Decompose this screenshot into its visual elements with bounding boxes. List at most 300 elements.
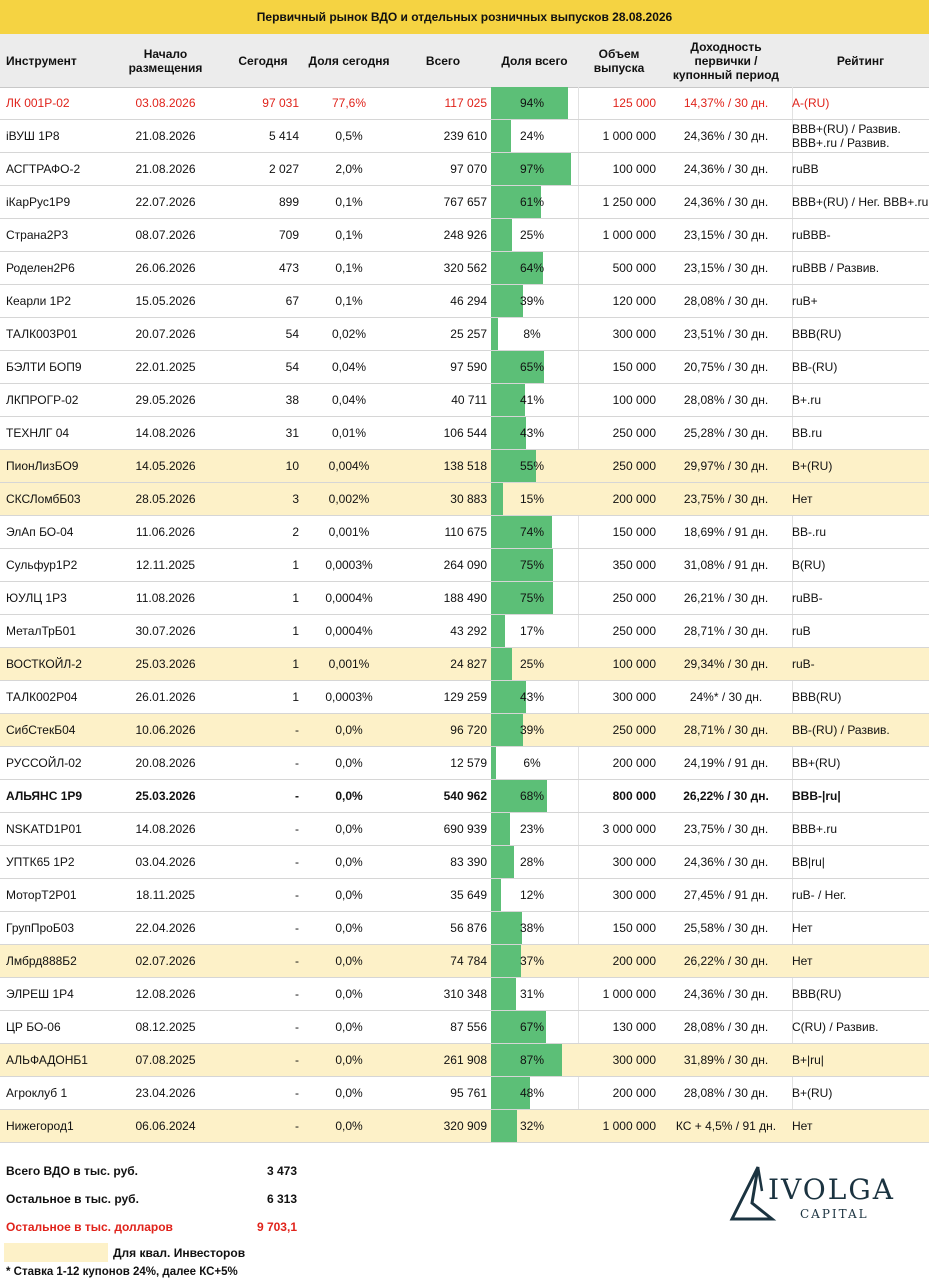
cell-yield: 29,34% / 30 дн. [683,657,769,671]
cell-yield: 28,71% / 30 дн. [683,624,769,638]
cell-instrument: Сульфур1Р2 [6,558,78,572]
cell-total: 117 025 [444,96,487,110]
ivolga-logo [728,1163,908,1223]
cell-start-date: 25.03.2026 [135,789,196,803]
table-row [0,648,929,681]
table-row [0,549,929,582]
cell-instrument: Роделен2Р6 [6,261,75,275]
cell-total: 239 610 [443,129,487,143]
cell-start-date: 26.01.2026 [135,690,196,704]
cell-today: - [295,888,299,902]
cell-total: 767 657 [443,195,487,209]
table-row [0,813,929,846]
cell-rating: ruB+ [792,294,818,308]
cell-start-date: 08.07.2026 [135,228,196,242]
cell-share-today: 2,0% [335,162,363,176]
cell-volume: 200 000 [612,954,656,968]
summary-other-usd-value: 9 703,1 [256,1220,297,1234]
cell-yield: 27,45% / 91 дн. [683,888,769,902]
cell-instrument: МоторТ2Р01 [6,888,77,902]
cell-rating: BBB(RU) [792,987,842,1001]
cell-rating: ruB- / Нег. [792,888,847,902]
cell-share-total [491,153,578,185]
cell-today: - [295,921,299,935]
cell-rating: B+|ru| [792,1053,824,1067]
cell-start-date: 26.06.2026 [135,261,196,275]
cell-start-date: 23.04.2026 [135,1086,196,1100]
cell-rating: ruBB- [792,591,823,605]
cell-total: 129 259 [443,690,487,704]
cell-start-date: 30.07.2026 [135,624,196,638]
cell-volume: 100 000 [612,162,656,176]
cell-share-today: 0,04% [331,393,367,407]
cell-rating: Нет [792,1119,813,1133]
cell-volume: 300 000 [612,888,656,902]
cell-share-total [491,747,578,779]
cell-volume: 125 000 [612,96,656,110]
cell-rating: BB-.ru [792,525,827,539]
cell-yield: 25,58% / 30 дн. [683,921,769,935]
cell-instrument: NSKATD1P01 [6,822,82,836]
cell-yield: 24,36% / 30 дн. [683,987,769,1001]
share-total-label: 23% [519,822,545,836]
table-row [0,516,929,549]
cell-yield: 23,75% / 30 дн. [683,492,769,506]
cell-total: 25 257 [450,327,487,341]
cell-instrument: АЛЬЯНС 1Р9 [6,789,83,803]
cell-rating: BB|ru| [792,855,825,869]
share-total-label: 17% [519,624,545,638]
cell-share-total [491,978,578,1010]
cell-rating: ruBBB / Развив. [792,261,880,275]
cell-start-date: 03.04.2026 [135,855,196,869]
share-total-label: 6% [523,756,541,770]
cell-share-total [491,186,578,218]
col-header-volume: Объем выпуска [593,46,645,75]
cell-share-total [491,120,578,152]
cell-volume: 120 000 [612,294,656,308]
cell-share-total [491,615,578,647]
cell-start-date: 22.04.2026 [135,921,196,935]
cell-total: 97 590 [450,360,487,374]
table-row [0,351,929,384]
cell-yield: 25,28% / 30 дн. [683,426,769,440]
share-total-label: 43% [519,426,545,440]
cell-today: - [295,822,299,836]
cell-today: 899 [278,195,299,209]
cell-start-date: 06.06.2024 [135,1119,196,1133]
cell-share-total [491,681,578,713]
share-total-label: 28% [519,855,545,869]
col-header-rating: Рейтинг [836,53,885,68]
col-header-share-total: Доля всего [501,53,568,68]
cell-rating: BBB+(RU) / Развив. BBB+.ru / Развив. [792,122,901,150]
cell-share-today: 0,0003% [325,558,373,572]
cell-total: 110 675 [444,525,487,539]
table-row [0,252,929,285]
share-total-label: 31% [519,987,545,1001]
cell-start-date: 20.08.2026 [135,756,196,770]
cell-start-date: 11.08.2026 [135,591,196,605]
cell-share-today: 0,0004% [325,624,373,638]
table-row [0,1011,929,1044]
cell-share-today: 77,6% [331,96,367,110]
cell-total: 95 761 [450,1086,487,1100]
table-row [0,450,929,483]
table-row [0,615,929,648]
cell-rating: Нет [792,954,813,968]
cell-rating: B+(RU) [792,1086,833,1100]
cell-volume: 250 000 [612,723,656,737]
cell-rating: Нет [792,921,813,935]
cell-instrument: ЮУЛЦ 1Р3 [6,591,67,605]
table-row [0,714,929,747]
cell-yield: 24,36% / 30 дн. [683,855,769,869]
cell-yield: 26,21% / 30 дн. [683,591,769,605]
share-total-label: 38% [519,921,545,935]
share-total-label: 75% [519,558,545,572]
cell-instrument: ЛК 001Р-02 [6,96,70,110]
cell-share-today: 0,002% [328,492,370,506]
cell-share-today: 0,1% [335,228,363,242]
share-total-label: 61% [519,195,545,209]
cell-today: - [295,1053,299,1067]
cell-share-total [491,450,578,482]
share-total-label: 8% [523,327,541,341]
cell-share-total [491,252,578,284]
table-row [0,582,929,615]
cell-volume: 250 000 [612,426,656,440]
cell-yield: 18,69% / 91 дн. [683,525,769,539]
cell-share-today: 0,0% [335,822,363,836]
cell-instrument: БЭЛТИ БОП9 [6,360,82,374]
cell-share-today: 0,0% [335,1020,363,1034]
cell-today: 10 [285,459,299,473]
logo-sub: CAPITAL [800,1207,869,1221]
cell-today: 1 [292,591,299,605]
cell-start-date: 07.08.2025 [135,1053,196,1067]
cell-today: 473 [278,261,299,275]
cell-today: 97 031 [262,96,299,110]
cell-share-total [491,1077,578,1109]
table-row [0,186,929,219]
cell-rating: BBB-|ru| [792,789,841,803]
cell-share-total [491,1110,578,1142]
summary-other-rub-label: Остальное в тыс. руб. [6,1192,139,1206]
cell-volume: 100 000 [612,393,656,407]
cell-total: 35 649 [450,888,487,902]
cell-total: 97 070 [450,162,487,176]
cell-yield: 23,15% / 30 дн. [683,261,769,275]
cell-today: - [295,855,299,869]
cell-today: 709 [278,228,299,242]
cell-volume: 130 000 [612,1020,656,1034]
cell-volume: 1 000 000 [602,1119,656,1133]
cell-rating: BBB(RU) [792,690,842,704]
cell-start-date: 14.08.2026 [135,426,196,440]
cell-today: 67 [285,294,299,308]
cell-start-date: 15.05.2026 [135,294,196,308]
cell-total: 264 090 [443,558,487,572]
cell-instrument: ЦР БО-06 [6,1020,61,1034]
cell-share-today: 0,0% [335,1053,363,1067]
cell-start-date: 20.07.2026 [135,327,196,341]
cell-total: 310 348 [443,987,487,1001]
share-total-label: 41% [519,393,545,407]
cell-share-today: 0,0% [335,1086,363,1100]
cell-instrument: ТАЛК003Р01 [6,327,78,341]
cell-share-total [491,1044,578,1076]
cell-instrument: РУССОЙЛ-02 [6,756,82,770]
table-row [0,87,929,120]
cell-yield: 24,19% / 91 дн. [683,756,769,770]
cell-instrument: СКСЛомбБ03 [6,492,81,506]
cell-yield: 24,36% / 30 дн. [683,162,769,176]
cell-share-today: 0,001% [328,657,370,671]
cell-volume: 250 000 [612,459,656,473]
cell-yield: 20,75% / 30 дн. [683,360,769,374]
cell-volume: 150 000 [612,525,656,539]
cell-instrument: ПионЛизБО9 [6,459,79,473]
cell-share-today: 0,0% [335,1119,363,1133]
cell-volume: 300 000 [612,690,656,704]
legend-qual-swatch [4,1243,108,1262]
cell-share-total [491,1011,578,1043]
cell-yield: 23,15% / 30 дн. [683,228,769,242]
table-row [0,747,929,780]
cell-instrument: ЭлАп БО-04 [6,525,74,539]
cell-instrument: Лмбрд888Б2 [6,954,77,968]
cell-today: 2 027 [268,162,299,176]
cell-rating: ruBB [792,162,819,176]
cell-instrument: ЭЛРЕШ 1Р4 [6,987,74,1001]
cell-total: 46 294 [450,294,487,308]
cell-instrument: МеталТрБ01 [6,624,76,638]
table-row [0,780,929,813]
cell-start-date: 25.03.2026 [135,657,196,671]
table-row [0,1077,929,1110]
cell-share-today: 0,01% [331,426,367,440]
cell-start-date: 18.11.2025 [135,888,196,902]
cell-share-total [491,780,578,812]
cell-volume: 200 000 [612,492,656,506]
page-title: Первичный рынок ВДО и отдельных розничных выпусков 28.08.2026 [0,0,929,35]
cell-yield: КС + 4,5% / 91 дн. [675,1119,777,1133]
cell-start-date: 21.08.2026 [135,129,196,143]
cell-total: 320 562 [443,261,487,275]
cell-total: 87 556 [450,1020,487,1034]
summary-other-rub-value: 6 313 [266,1192,297,1206]
cell-total: 12 579 [450,756,487,770]
cell-share-today: 0,0% [335,723,363,737]
share-total-label: 74% [519,525,545,539]
cell-volume: 150 000 [612,921,656,935]
table-row [0,846,929,879]
share-total-label: 43% [519,690,545,704]
cell-instrument: ЛКПРОГР-02 [6,393,79,407]
share-total-label: 75% [519,591,545,605]
cell-today: - [295,756,299,770]
cell-instrument: ГрупПроБ03 [6,921,75,935]
cell-today: 1 [292,657,299,671]
cell-total: 30 883 [450,492,487,506]
summary-other-usd-label: Остальное в тыс. долларов [6,1220,173,1234]
cell-instrument: Страна2Р3 [6,228,69,242]
cell-volume: 1 000 000 [602,228,656,242]
cell-share-today: 0,0% [335,987,363,1001]
cell-volume: 300 000 [612,327,656,341]
cell-today: 31 [285,426,299,440]
cell-today: - [295,954,299,968]
col-header-start: Начало размещения [128,46,203,75]
cell-start-date: 08.12.2025 [135,1020,196,1034]
cell-today: 54 [285,327,299,341]
cell-start-date: 29.05.2026 [135,393,196,407]
cell-yield: 26,22% / 30 дн. [683,789,769,803]
cell-start-date: 21.08.2026 [135,162,196,176]
share-total-label: 87% [519,1053,545,1067]
cell-today: 1 [292,558,299,572]
summary-vdo-label: Всего ВДО в тыс. руб. [6,1164,139,1178]
cell-rating: ruB [792,624,811,638]
cell-share-total [491,813,578,845]
table-row [0,1110,929,1143]
cell-share-total [491,945,578,977]
cell-total: 320 909 [443,1119,487,1133]
table-row [0,285,929,318]
cell-total: 248 926 [443,228,487,242]
cell-yield: 31,08% / 91 дн. [683,558,769,572]
cell-share-total [491,879,578,911]
cell-start-date: 12.08.2026 [135,987,196,1001]
cell-total: 56 876 [450,921,487,935]
share-total-label: 25% [519,657,545,671]
cell-total: 106 544 [443,426,487,440]
cell-share-today: 0,001% [328,525,370,539]
cell-yield: 31,89% / 30 дн. [683,1053,769,1067]
cell-share-today: 0,004% [328,459,370,473]
col-header-today: Сегодня [238,53,288,68]
cell-today: - [295,789,299,803]
cell-instrument: СибСтекБ04 [6,723,76,737]
cell-today: 54 [285,360,299,374]
table-row [0,879,929,912]
cell-share-today: 0,0% [335,789,363,803]
share-total-label: 24% [519,129,545,143]
share-total-label: 68% [519,789,545,803]
cell-today: 1 [292,690,299,704]
cell-total: 690 939 [443,822,487,836]
cell-volume: 1 250 000 [602,195,656,209]
cell-volume: 300 000 [612,855,656,869]
cell-rating: B+.ru [792,393,822,407]
cell-start-date: 11.06.2026 [135,525,196,539]
cell-today: - [295,1119,299,1133]
cell-today: - [295,987,299,1001]
cell-share-today: 0,0% [335,888,363,902]
table-row [0,978,929,1011]
cell-yield: 28,71% / 30 дн. [683,723,769,737]
cell-rating: B+(RU) [792,459,833,473]
cell-share-today: 0,5% [335,129,363,143]
cell-start-date: 10.06.2026 [135,723,196,737]
cell-volume: 1 000 000 [602,129,656,143]
cell-total: 188 490 [443,591,487,605]
col-header-share-today: Доля сегодня [308,53,390,68]
cell-total: 261 908 [443,1053,487,1067]
cell-today: 3 [292,492,299,506]
cell-instrument: АСГТРАФО-2 [6,162,81,176]
cell-today: 5 414 [268,129,299,143]
cell-instrument: Кеарли 1Р2 [6,294,71,308]
cell-share-total [491,219,578,251]
cell-yield: 28,08% / 30 дн. [683,1086,769,1100]
cell-start-date: 02.07.2026 [135,954,196,968]
cell-today: - [295,1020,299,1034]
cell-yield: 24,36% / 30 дн. [683,129,769,143]
table-row [0,1044,929,1077]
cell-start-date: 28.05.2026 [135,492,196,506]
legend-footnote: * Ставка 1-12 купонов 24%, далее КС+5% [6,1266,238,1278]
share-total-label: 39% [519,723,545,737]
cell-start-date: 14.05.2026 [135,459,196,473]
cell-total: 83 390 [450,855,487,869]
cell-instrument: iКарРус1Р9 [6,195,71,209]
cell-share-total [491,516,578,548]
cell-volume: 200 000 [612,1086,656,1100]
cell-share-total [491,483,578,515]
col-header-instrument: Инструмент [6,53,77,68]
cell-share-today: 0,02% [331,327,367,341]
cell-today: 2 [292,525,299,539]
cell-rating: C(RU) / Развив. [792,1020,879,1034]
share-total-label: 64% [519,261,545,275]
cell-share-today: 0,0% [335,756,363,770]
cell-start-date: 22.07.2026 [135,195,196,209]
cell-share-today: 0,1% [335,261,363,275]
table-row [0,483,929,516]
cell-share-total [491,648,578,680]
table-row [0,318,929,351]
table-row [0,384,929,417]
cell-total: 40 711 [451,393,487,407]
cell-rating: BBB(RU) [792,327,842,341]
cell-volume: 200 000 [612,756,656,770]
cell-rating: BBB+(RU) / Нег. BBB+.ru [792,195,929,209]
cell-rating: BBB+.ru [792,822,838,836]
table-row [0,153,929,186]
cell-rating: ruB- [792,657,815,671]
cell-instrument: АЛЬФАДОНБ1 [6,1053,88,1067]
share-total-label: 15% [519,492,545,506]
share-total-label: 97% [519,162,545,176]
cell-yield: 29,97% / 30 дн. [683,459,769,473]
share-total-label: 25% [519,228,545,242]
cell-total: 138 518 [443,459,487,473]
cell-volume: 800 000 [612,789,656,803]
cell-yield: 24,36% / 30 дн. [683,195,769,209]
cell-today: - [295,1086,299,1100]
cell-share-total [491,384,578,416]
cell-share-today: 0,0% [335,855,363,869]
cell-share-total [491,582,578,614]
cell-instrument: Нижегород1 [6,1119,74,1133]
cell-total: 96 720 [450,723,487,737]
cell-total: 540 962 [443,789,487,803]
cell-share-total [491,714,578,746]
col-header-yield: Доходность первички / купонный период [672,39,780,82]
cell-today: 1 [292,624,299,638]
